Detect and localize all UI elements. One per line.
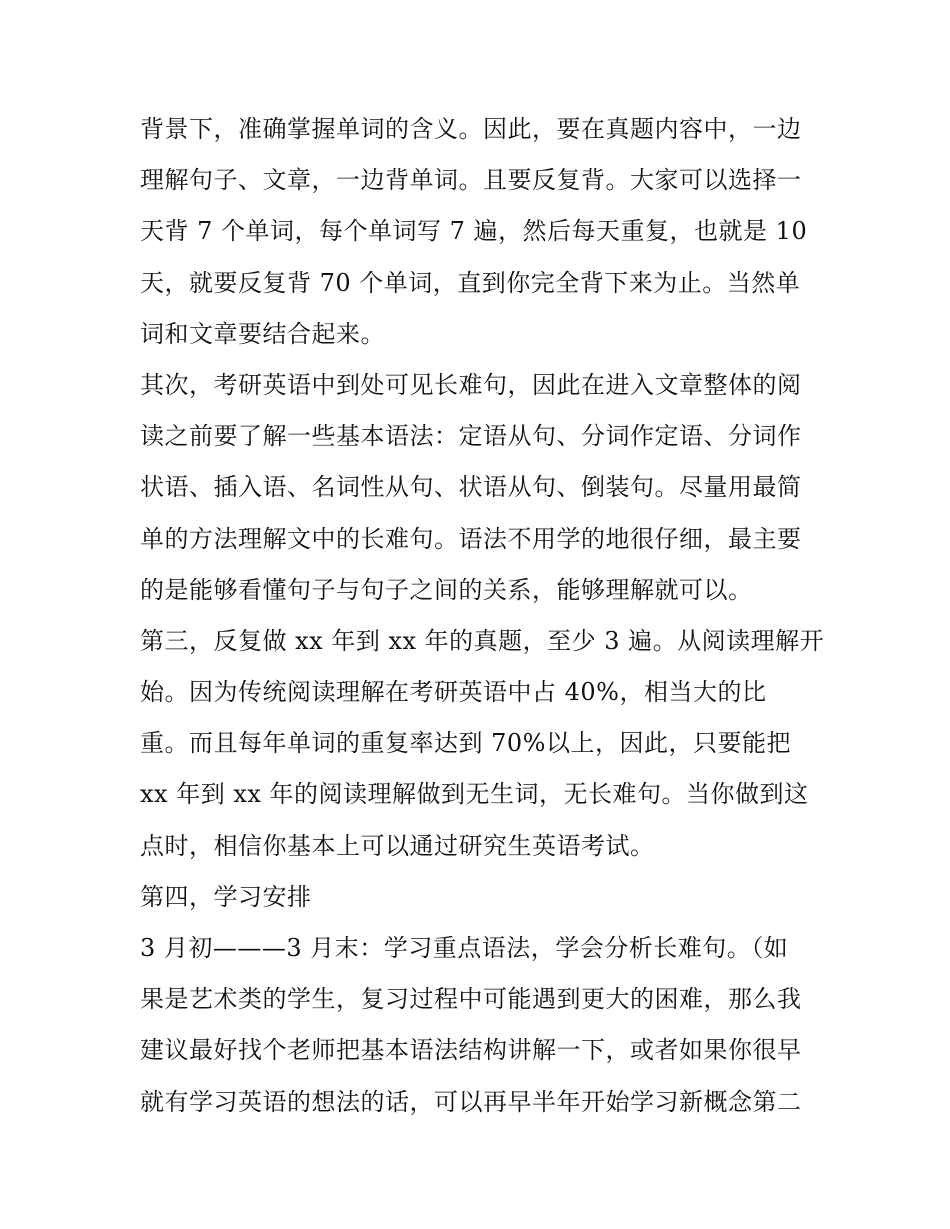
text-line: 重。而且每年单词的重复率达到 70%以上，因此，只要能把 (140, 729, 791, 758)
text-line: 就有学习英语的想法的话，可以再早半年开始学习新概念第二 (140, 1087, 802, 1116)
text-line: 其次，考研英语中到处可见长难句，因此在进入文章整体的阅 (140, 370, 802, 399)
text-line: 状语、插入语、名词性从句、状语从句、倒装句。尽量用最简 (140, 473, 802, 502)
section-heading: 第四，学习安排 (140, 882, 312, 911)
text-line: 理解句子、文章，一边背单词。且要反复背。大家可以选择一 (140, 166, 802, 195)
text-line: xx 年到 xx 年的阅读理解做到无生词，无长难句。当你做到这 (140, 780, 809, 809)
text-line: 点时，相信你基本上可以通过研究生英语考试。 (140, 831, 655, 860)
text-line: 第三，反复做 xx 年到 xx 年的真题，至少 3 遍。从阅读理解开 (140, 626, 825, 655)
text-line: 天背 7 个单词，每个单词写 7 遍，然后每天重复，也就是 10 (140, 217, 808, 246)
text-line: 建议最好找个老师把基本语法结构讲解一下，或者如果你很早 (140, 1036, 802, 1065)
text-line: 词和文章要结合起来。 (140, 319, 385, 348)
text-line: 背景下，准确掌握单词的含义。因此，要在真题内容中，一边 (140, 115, 802, 143)
text-line: 3 月初———3 月末：学习重点语法，学会分析长难句。（如 (140, 934, 789, 962)
text-line: 天，就要反复背 70 个单词，直到你完全背下来为止。当然单 (140, 268, 801, 297)
document-body (140, 104, 825, 1128)
text-line: 果是艺术类的学生，复习过程中可能遇到更大的困难，那么我 (140, 985, 802, 1014)
text-line: 单的方法理解文中的长难句。语法不用学的地很仔细，最主要 (140, 524, 802, 553)
text-line: 读之前要了解一些基本语法：定语从句、分词作定语、分词作 (140, 422, 802, 451)
text-line: 始。因为传统阅读理解在考研英语中占 40%，相当大的比 (140, 678, 767, 707)
text-line: 的是能够看懂句子与句子之间的关系，能够理解就可以。 (140, 575, 753, 604)
